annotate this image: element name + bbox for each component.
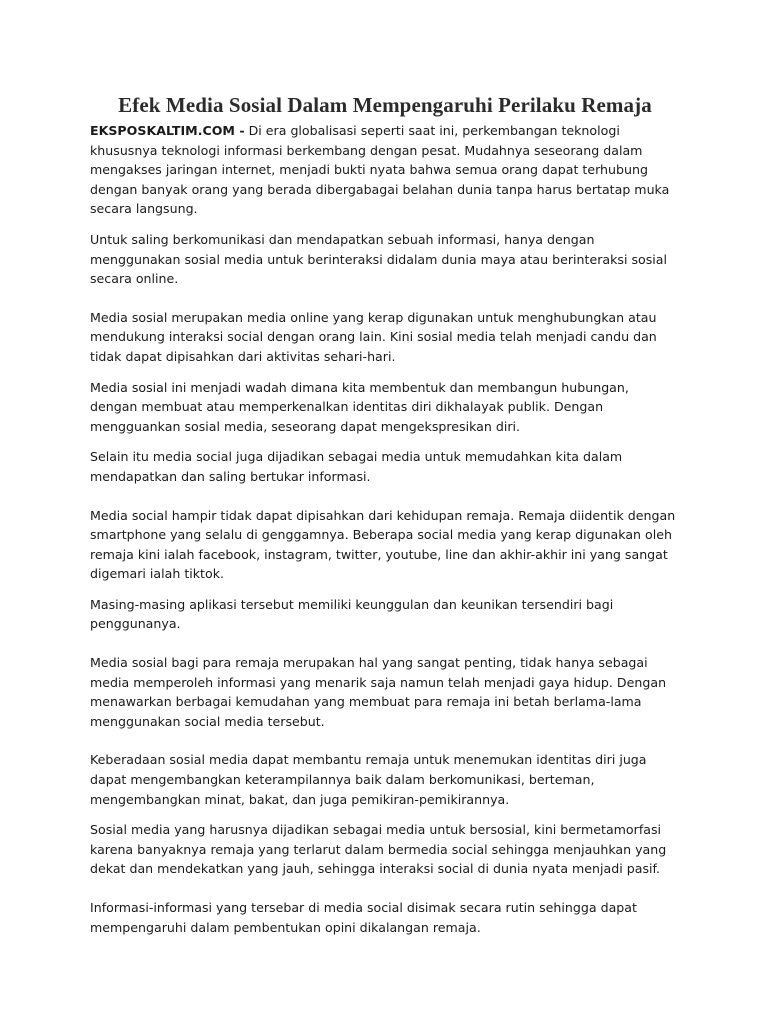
article-paragraph-2: Untuk saling berkomunikasi dan mendapatkan sebuah informasi, hanya dengan menggunakan sosial media untuk berinteraksi didalam dunia maya atau berinteraksi sosial secara online. — [90, 231, 668, 287]
article-title: Efek Media Sosial Dalam Mempengaruhi Perilaku Remaja — [118, 93, 652, 117]
article-paragraph-5: Selain itu media social juga dijadikan sebagai media untuk memudahkan kita dalam mendapatkan dan saling bertukar informasi. — [90, 449, 623, 484]
article-paragraph-7: Masing-masing aplikasi tersebut memiliki keunggulan dan keunikan tersendiri bagi penggunanya. — [90, 596, 614, 632]
article-paragraph-6: Media social hampir tidak dapat dipisahkan dari kehidupan remaja. Remaja diidentik dengan smartphone yang selalu di genggamnya. Beberapa social media yang kerap digunakan oleh remaja kini ialah facebook, instagram, twitter, youtube, line dan akhir-akhir ini yang sangat digemari ialah tiktok. — [90, 507, 676, 582]
article-paragraph-8: Media sosial bagi para remaja merupakan hal yang sangat penting, tidak hanya sebagai media memperoleh informasi yang menarik saja namun telah menjadi gaya hidup. Dengan menawarkan berbagai kemudahan yang membuat para remaja ini betah berlama-lama menggunakan social media tersebut. — [90, 655, 667, 729]
article-paragraph-11: Informasi-informasi yang tersebar di media social disimak secara rutin sehingga dapat mempengaruhi dalam pembentukan opini dikalangan remaja. — [90, 900, 637, 935]
article-paragraph-10: Sosial media yang harusnya dijadikan sebagai media untuk bersosial, kini bermetamorfasi karena banyaknya remaja yang terlarut dalam bermedia social sehingga menjauhkan yang dekat dan mendekatkan yang jauh, sehingga interaksi social di dunia nyata menjadi pasif. — [90, 822, 667, 877]
article-paragraph-1 — [90, 121, 680, 219]
source-label: EKSPOSKALTIM.COM - — [90, 123, 245, 138]
article-paragraph-3: Media sosial merupakan media online yang kerap digunakan untuk menghubungkan atau mendukung interaksi social dengan orang lain. Kini sosial media telah menjadi candu dan tidak dapat dipisahkan dari aktivitas sehari-hari. — [90, 309, 657, 364]
article-paragraph-9: Keberadaan sosial media dapat membantu remaja untuk menemukan identitas diri juga dapat mengembangkan keterampilannya baik dalam berkomunikasi, berteman, mengembangkan minat, bakat, dan juga pemikiran-pemikirannya. — [90, 752, 647, 807]
paragraph-1-text: Di era globalisasi seperti saat ini, perkembangan teknologi khususnya teknologi informasi berkembang dengan pesat. Mudahnya seseorang dalam mengakses jaringan internet, menjadi bukti nyata bahwa semua orang dapat terhubung dengan banyak orang yang berada dibergabagai belahan dunia tanpa harus bertatap muka secara langsung. — [90, 123, 670, 217]
article-paragraph-4: Media sosial ini menjadi wadah dimana kita membentuk dan membangun hubungan, dengan membuat atau memperkenalkan identitas diri dikhalayak publik. Dengan mengguankan sosial media, seseorang dapat mengekspresikan diri. — [90, 379, 629, 434]
